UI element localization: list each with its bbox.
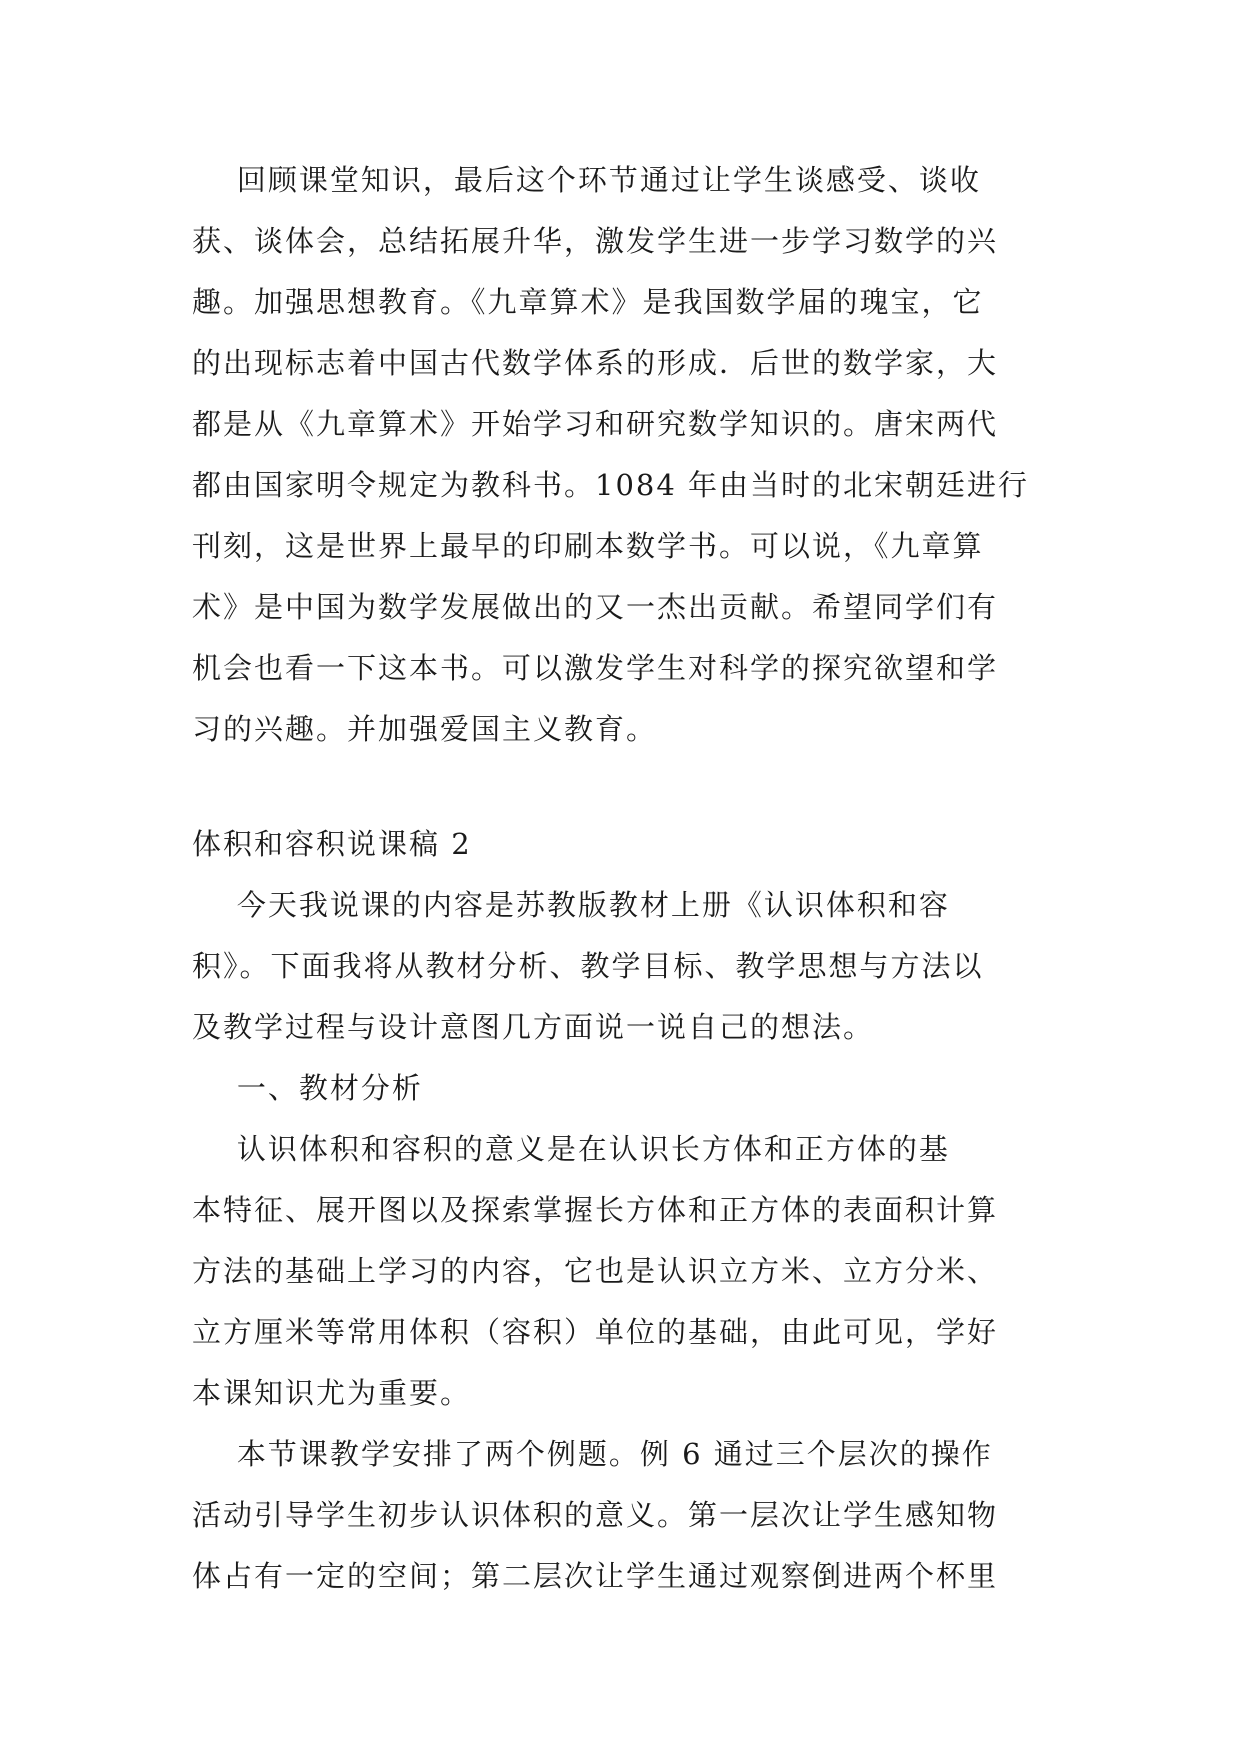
paragraph-line: 习的兴趣。并加强爱国主义教育。 [192, 712, 658, 746]
section-1 [192, 150, 1052, 760]
paragraph-line: 今天我说课的内容是苏教版教材上册《认识体积和容 [192, 888, 950, 922]
paragraph-line: 认识体积和容积的意义是在认识长方体和正方体的基 [192, 1132, 950, 1166]
paragraph-line: 体占有一定的空间；第二层次让学生通过观察倒进两个杯里 [192, 1559, 999, 1593]
paragraph-line: 回顾课堂知识，最后这个环节通过让学生谈感受、谈收 [192, 163, 981, 197]
document-page [192, 150, 1052, 1607]
paragraph-line: 积》。下面我将从教材分析、教学目标、教学思想与方法以 [192, 949, 984, 983]
paragraph-line: 立方厘米等常用体积（容积）单位的基础，由此可见，学好 [192, 1315, 999, 1349]
section-2 [192, 875, 1052, 1607]
paragraph-line: 本节课教学安排了两个例题。例 6 通过三个层次的操作 [192, 1437, 993, 1471]
paragraph-line: 都是从《九章算术》开始学习和研究数学知识的。唐宋两代 [192, 407, 999, 441]
paragraph-line: 获、谈体会，总结拓展升华，激发学生进一步学习数学的兴 [192, 224, 999, 258]
paragraph-line: 本特征、展开图以及探索掌握长方体和正方体的表面积计算 [192, 1193, 999, 1227]
subheading-line: 一、教材分析 [192, 1071, 423, 1105]
paragraph-line: 趣。加强思想教育。《九章算术》是我国数学届的瑰宝，它 [192, 285, 984, 319]
paragraph-line: 及教学过程与设计意图几方面说一说自己的想法。 [192, 1010, 875, 1044]
paragraph-line: 方法的基础上学习的内容，它也是认识立方米、立方分米、 [192, 1254, 999, 1288]
section-gap [192, 760, 1052, 814]
paragraph-line: 的出现标志着中国古代数学体系的形成．后世的数学家，大 [192, 346, 999, 380]
paragraph-line: 活动引导学生初步认识体积的意义。第一层次让学生感知物 [192, 1498, 999, 1532]
paragraph-line: 本课知识尤为重要。 [192, 1376, 472, 1410]
paragraph-line: 刊刻，这是世界上最早的印刷本数学书。可以说，《九章算 [192, 529, 984, 563]
paragraph-line: 都由国家明令规定为教科书。1084 年由当时的北宋朝廷进行 [192, 468, 1030, 502]
paragraph-line: 机会也看一下这本书。可以激发学生对科学的探究欲望和学 [192, 651, 999, 685]
section-heading: 体积和容积说课稿 2 [192, 827, 472, 861]
paragraph-line: 术》是中国为数学发展做出的又一杰出贡献。希望同学们有 [192, 590, 999, 624]
